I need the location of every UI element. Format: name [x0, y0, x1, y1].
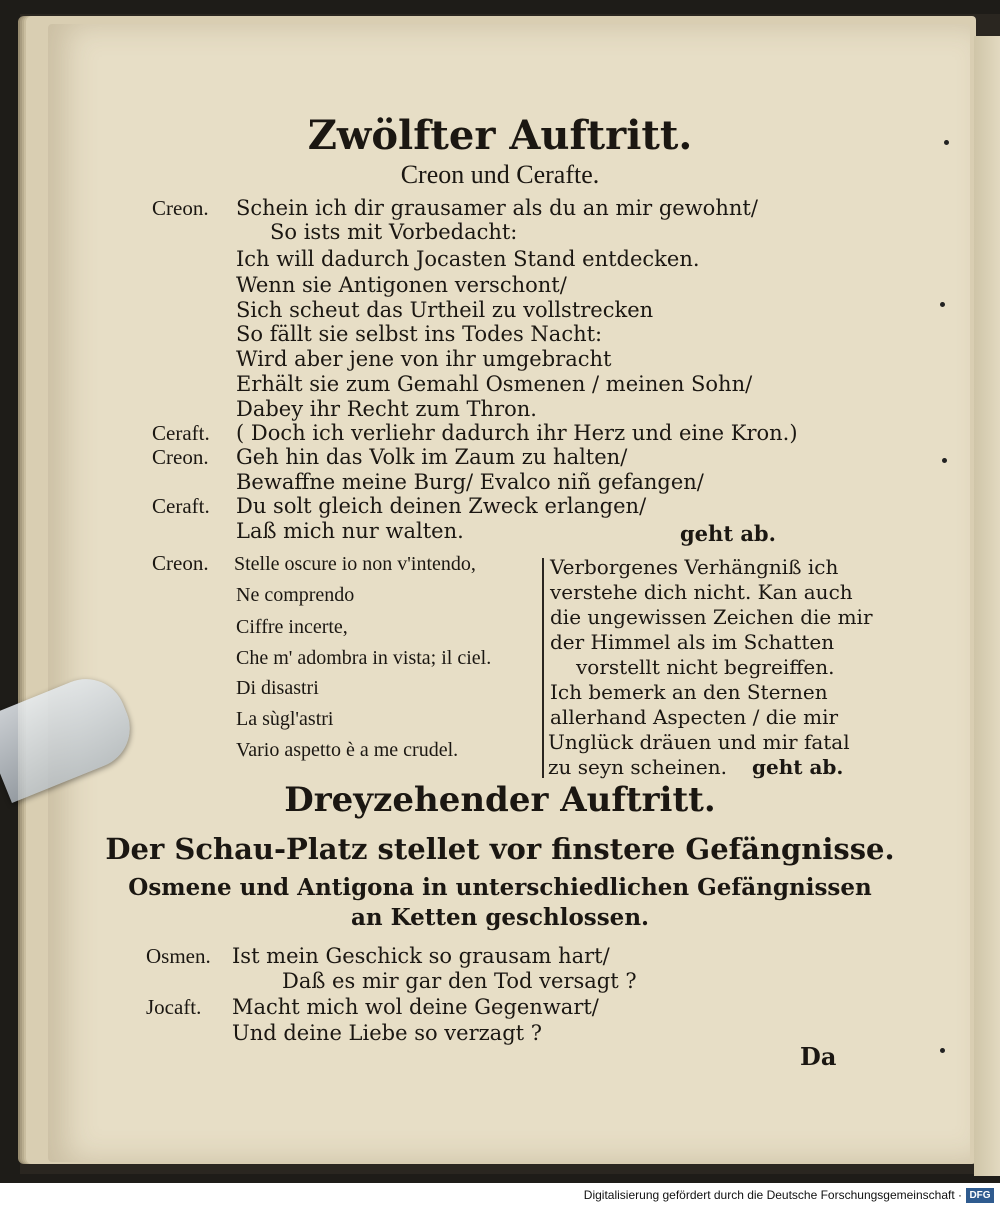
page-speck: [942, 458, 947, 463]
verse-line: Schein ich dir grausamer als du an mir gewohnt/: [236, 196, 758, 220]
digitization-footer: [0, 1183, 1000, 1209]
footer-credit: Digitalisierung gefördert durch die Deutsche Forschungsgemeinschaft ·: [583, 1188, 962, 1202]
stage-direction-exit: geht ab.: [680, 521, 776, 546]
verse-line: Erhält sie zum Gemahl Osmenen / meinen Sohn/: [236, 372, 753, 396]
verse-line: Bewaffne meine Burg/ Evalco niñ gefangen/: [236, 470, 704, 494]
verse-line: Laß mich nur walten.: [236, 519, 464, 543]
german-line: Unglück dräuen und mir fatal: [548, 730, 850, 754]
german-line: der Himmel als im Schatten: [550, 630, 835, 654]
german-line: vorstellt nicht begreiffen.: [576, 655, 835, 679]
verse-line: Wird aber jene von ihr umgebracht: [236, 347, 612, 371]
page-speck: [944, 140, 949, 145]
scene-13-title: Dreyzehender Auftritt.: [284, 780, 716, 820]
verse-line: Daß es mir gar den Tod versagt ?: [282, 969, 637, 993]
stage-direction-exit: geht ab.: [752, 755, 844, 779]
italian-line: Ne comprendo: [236, 584, 355, 606]
speaker-label: Jocaft.: [146, 995, 202, 1019]
german-line: zu seyn scheinen.: [548, 755, 727, 779]
german-line: allerhand Aspecten / die mir: [550, 705, 839, 729]
catchword: Da: [800, 1042, 837, 1071]
verse-line: Geh hin das Volk im Zaum zu halten/: [236, 445, 628, 469]
page-speck: [940, 1048, 945, 1053]
scene-12-characters: Creon und Cerafte.: [400, 160, 600, 189]
speaker-label: Creon.: [152, 445, 209, 469]
scene-12-title: Zwölfter Auftritt.: [307, 112, 693, 159]
scene-13-cast-line: an Ketten geschlossen.: [350, 904, 650, 931]
next-page-edge: [974, 36, 1000, 1176]
verse-line: Dabey ihr Recht zum Thron.: [236, 397, 537, 421]
verse-line: Macht mich wol deine Gegenwart/: [232, 995, 599, 1019]
dfg-logo: DFG: [966, 1188, 994, 1203]
speaker-label: Ceraft.: [152, 421, 210, 445]
italian-line: Che m' adombra in vista; il ciel.: [236, 647, 492, 669]
verse-line: Du solt gleich deinen Zweck erlangen/: [236, 494, 647, 518]
italian-line: La sùgl'astri: [236, 708, 334, 730]
scene-setting: Der Schau-Platz stellet vor finstere Gefängnisse.: [105, 832, 895, 866]
verse-line: Und deine Liebe so verzagt ?: [232, 1021, 543, 1045]
italian-line: Stelle oscure io non v'intendo,: [234, 553, 476, 575]
german-line: die ungewissen Zeichen die mir: [550, 605, 873, 629]
page-speck: [940, 302, 945, 307]
speaker-label: Ceraft.: [152, 494, 210, 518]
german-line: verstehe dich nicht. Kan auch: [550, 580, 853, 604]
verse-line: Ist mein Geschick so grausam hart/: [232, 944, 610, 968]
italian-line: Vario aspetto è a me crudel.: [236, 739, 459, 761]
verse-line: Sich scheut das Urtheil zu vollstrecken: [236, 298, 654, 322]
german-line: Verborgenes Verhängniß ich: [550, 555, 839, 579]
italian-line: Ciffre incerte,: [236, 616, 348, 638]
speaker-label: Creon.: [152, 196, 209, 220]
verse-line: Wenn sie Antigonen verschont/: [236, 273, 567, 297]
verse-line: So ists mit Vorbedacht:: [270, 220, 518, 244]
scene-13-cast-line: Osmene und Antigona in unterschiedlichen Gefängnissen: [128, 874, 872, 901]
german-line: Ich bemerk an den Sternen: [550, 680, 828, 704]
italian-line: Di disastri: [236, 677, 319, 699]
column-divider: [542, 558, 544, 778]
verse-line: So fällt sie selbst ins Todes Nacht:: [236, 322, 603, 346]
speaker-label: Osmen.: [146, 944, 211, 968]
verse-line: Ich will dadurch Jocasten Stand entdecken.: [236, 247, 700, 271]
speaker-label: Creon.: [152, 551, 209, 575]
verse-line: ( Doch ich verliehr dadurch ihr Herz und eine Kron.): [236, 421, 798, 445]
